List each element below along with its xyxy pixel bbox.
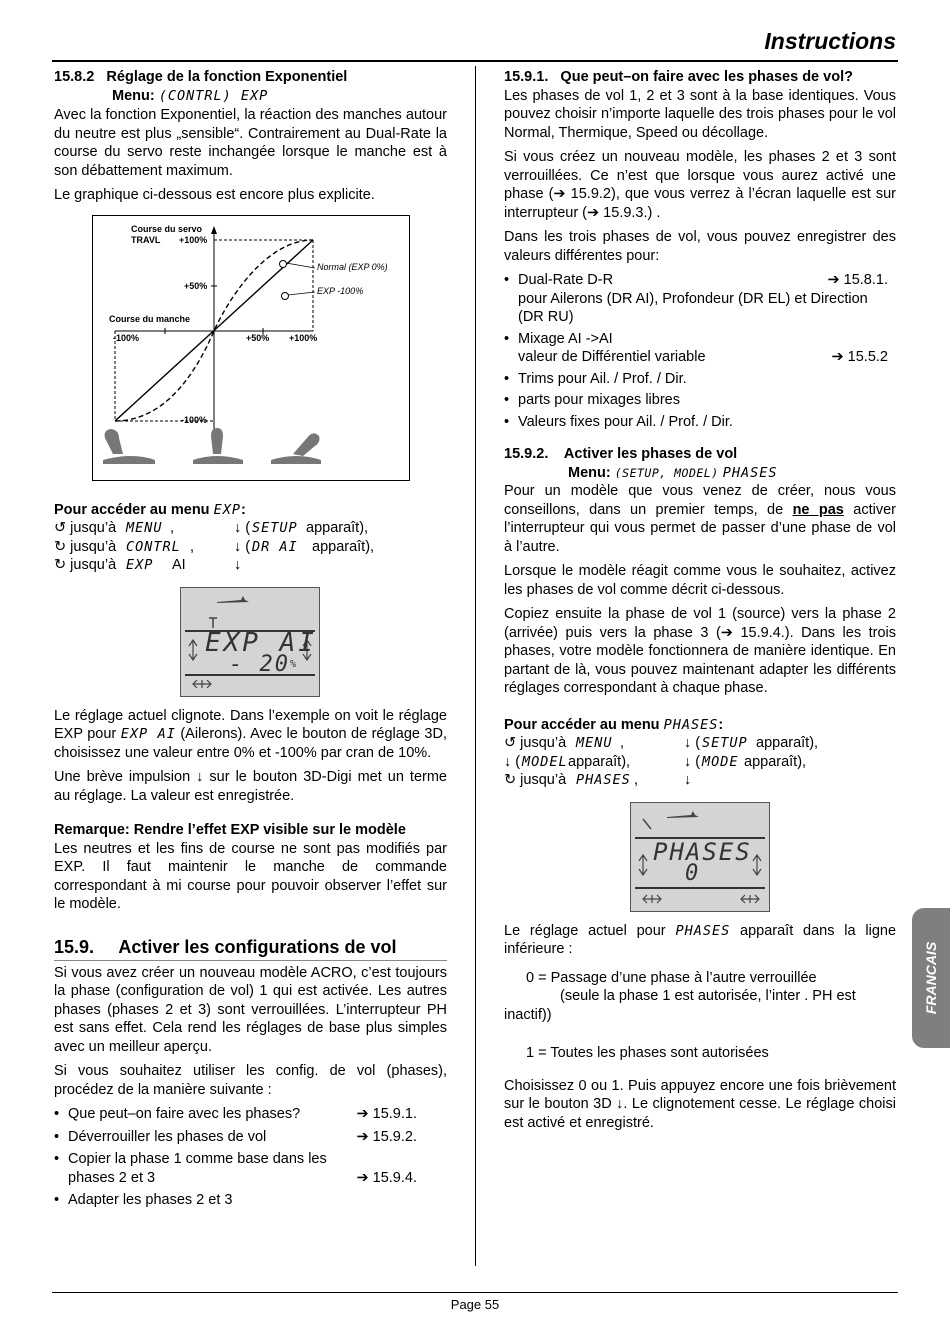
cross-reference: ➔ 15.8.1. bbox=[827, 272, 888, 288]
lcd-value: - 20 bbox=[229, 651, 290, 677]
nav-result: apparaît), bbox=[312, 538, 375, 555]
footer-rule bbox=[52, 1292, 898, 1293]
text-run: Le réglage actuel clignote. Dans l’exemple on voit le réglage EXP pour bbox=[54, 707, 447, 742]
nav-menu-name: SETUP bbox=[252, 520, 298, 536]
graph-y-100: +100% bbox=[179, 234, 208, 245]
section-number: 15.8.2 bbox=[54, 69, 95, 85]
graph-normal-label: Normal (EXP 0%) bbox=[317, 261, 388, 272]
graph-x-100: +100% bbox=[289, 332, 318, 343]
menu-path bbox=[54, 87, 447, 106]
language-tab bbox=[912, 908, 950, 1048]
list-item bbox=[54, 1191, 447, 1210]
nav-row bbox=[54, 538, 447, 557]
nav-step-text: ↺ jusqu’à bbox=[54, 520, 117, 536]
text-run: Le réglage actuel pour bbox=[504, 922, 676, 939]
paragraph: Avec la fonction Exponentiel, la réaction des manches autour du neutre est plus „sensible“. Contrairement au Dual-Rate la course du servo reste inchangée lorsque le manche est à son débattement maximum. bbox=[54, 107, 447, 179]
list-item bbox=[54, 1128, 447, 1147]
list-item bbox=[54, 1150, 447, 1187]
list-item-text: • Mixage AI ->AI bbox=[518, 330, 613, 347]
nav-menu-name: MODE bbox=[702, 753, 739, 770]
page-number: Page 55 bbox=[450, 1297, 500, 1312]
exponential-graph-svg bbox=[93, 216, 409, 480]
option-0 bbox=[504, 969, 896, 1025]
graph-y-title: Course du servo bbox=[131, 223, 203, 234]
nav-sep: , bbox=[170, 520, 175, 536]
nav-row bbox=[504, 734, 896, 753]
access-heading-menu: PHASES bbox=[663, 716, 719, 733]
access-heading-exp bbox=[54, 501, 447, 520]
left-column bbox=[54, 66, 447, 1210]
graph-y-sub: TRAVL bbox=[131, 234, 161, 245]
nav-sep: , bbox=[634, 772, 639, 788]
paragraph bbox=[504, 922, 896, 959]
paragraph: Dans les trois phases de vol, vous pouvez enregistrer des valeurs différentes pour: bbox=[504, 229, 896, 264]
nav-step-text: ↻ jusqu’à bbox=[504, 772, 567, 788]
exponential-graph bbox=[92, 215, 410, 481]
cross-reference: ➔ 15.9.2. bbox=[356, 1128, 417, 1145]
lcd-display-exp bbox=[180, 587, 320, 697]
nav-step-text: ↻ jusqu’à bbox=[54, 538, 117, 555]
graph-y-50: +50% bbox=[184, 280, 208, 291]
list-item-text: parts pour mixages libres bbox=[518, 392, 680, 408]
right-column bbox=[504, 66, 896, 1132]
access-heading-prefix: Pour accéder au menu bbox=[504, 716, 660, 733]
text-run: (Ailerons). Avec le bouton de réglage 3D, choisissez une valeur entre 0% et -100% par cran de 10%. bbox=[54, 726, 447, 761]
nav-result: apparaît), bbox=[568, 753, 631, 770]
section-15-9-1-heading: 15.9.1. Que peut–on faire avec les phases de vol? bbox=[504, 69, 853, 85]
list-item bbox=[504, 413, 896, 432]
list-item bbox=[504, 330, 896, 367]
section-15-9-2-heading bbox=[504, 445, 896, 464]
access-heading-suffix: : bbox=[240, 501, 246, 518]
lcd-line-1: EXP AI bbox=[205, 627, 317, 658]
text-run: apparaît dans la ligne inférieure : bbox=[504, 922, 897, 957]
paragraph: Choisissez 0 ou 1. Puis appuyez encore une fois brièvement sur le bouton 3D ↓. Le clignotement cesse. Le réglage choisi est activé et enregistré. bbox=[504, 1077, 896, 1131]
section-15-8-2-heading bbox=[54, 68, 447, 87]
cross-reference: ➔ 15.9.1. bbox=[356, 1106, 417, 1122]
section-number: 15.9.2. bbox=[504, 446, 549, 462]
column-divider bbox=[475, 66, 476, 1266]
nav-press: ↓ ( bbox=[234, 520, 251, 536]
remark-title: Remarque: Rendre l’effet EXP visible sur le modèle bbox=[54, 822, 406, 838]
paragraph: Si vous avez créer un nouveau modèle ACRO, c’est toujours la phase (configuration de vol) 1 qui est activée. Les autres phases (phases 2 et 3) sont verrouillées. L’interrupteur PH est sans effet. Cela rend les réglages de base plus simples avec un meilleur aperçu. bbox=[54, 964, 447, 1055]
graph-x-title: Course du manche bbox=[109, 313, 191, 324]
list-item-text: Copier la phase 1 comme base dans les phases 2 et 3 bbox=[68, 1151, 327, 1186]
nav-result: apparaît), bbox=[306, 520, 369, 536]
paragraph: Lorsque le modèle réagit comme vous le souhaitez, activez les phases de vol comme décrit ci-dessous. bbox=[504, 563, 896, 598]
nav-step-text: ↺ jusqu’à bbox=[504, 735, 567, 751]
paragraph: Les phases de vol 1, 2 et 3 sont à la base identiques. Vous pouvez choisir n’importe laquelle des trois phases pour le vol Normal, Thermique, Speed ou décollage. bbox=[504, 87, 896, 141]
nav-menu-name: MENU bbox=[126, 520, 163, 536]
emphasis: ne pas bbox=[792, 501, 844, 518]
option-text: inactif)) bbox=[504, 1006, 552, 1023]
access-heading-menu: EXP bbox=[213, 501, 241, 518]
text-run: activer l’interrupteur qui vous permet de passer d’une phase de vol à l’autre. bbox=[504, 501, 896, 555]
nav-menu-name: SETUP bbox=[702, 735, 748, 751]
menu-path-value: (CONTRL) EXP bbox=[158, 87, 269, 104]
graph-y-m100: -100% bbox=[181, 414, 208, 425]
nav-press: ↓ ( bbox=[684, 753, 701, 770]
list-item-detail: pour Ailerons (DR AI), Profondeur (DR EL) et Direction (DR RU) bbox=[518, 290, 868, 325]
nav-menu-name: MODEL bbox=[522, 753, 568, 770]
graph-x-50: +50% bbox=[246, 332, 270, 343]
nav-sep: , bbox=[620, 735, 625, 751]
nav-step-text: ↻ jusqu’à bbox=[54, 557, 117, 573]
list-item-text: Que peut–on faire avec les phases? bbox=[68, 1106, 301, 1122]
list-item-text: Adapter les phases 2 et 3 bbox=[68, 1192, 233, 1208]
menu-path bbox=[504, 464, 896, 483]
section-title: Réglage de la fonction Exponentiel bbox=[106, 69, 348, 85]
menu-name: PHASES bbox=[675, 922, 731, 939]
graph-exp-label: EXP -100% bbox=[317, 285, 364, 296]
nav-sep: , bbox=[190, 538, 195, 555]
option-text: 0 = Passage d’une phase à l’autre verrouillée bbox=[526, 969, 817, 986]
lcd-display-phases bbox=[630, 802, 770, 912]
lcd-line-2: 0 bbox=[685, 860, 699, 886]
nav-row bbox=[504, 771, 896, 790]
cross-reference: ➔ 15.9.4. bbox=[356, 1169, 417, 1186]
list-item bbox=[504, 370, 896, 389]
paragraph: Si vous souhaitez utiliser les config. de vol (phases), procédez de la manière suivante : bbox=[54, 1063, 447, 1098]
nav-press: ↓ bbox=[684, 772, 692, 788]
nav-row bbox=[504, 753, 896, 772]
lcd-line-1: PHASES bbox=[653, 837, 752, 866]
access-heading-phases bbox=[504, 716, 896, 735]
option-1: 1 = Toutes les phases sont autorisées bbox=[526, 1045, 769, 1061]
menu-path-value: (SETUP, MODEL) bbox=[614, 465, 719, 480]
nav-press: ↓ ( bbox=[234, 538, 251, 555]
paragraph: Le graphique ci-dessous est encore plus explicite. bbox=[54, 187, 375, 203]
menu-path-value: PHASES bbox=[722, 464, 778, 481]
section-15-9-heading bbox=[54, 936, 447, 961]
nav-row bbox=[54, 556, 447, 575]
menu-label: Menu: bbox=[112, 87, 155, 104]
paragraph: Si vous créez un nouveau modèle, les phases 2 et 3 sont verrouillées. Ce n’est que lorsque vous aurez activé une phase (➔ 15.9.2), que vous verrez à l’écran laquelle est sur interrupteur (➔ 15.9.3.) . bbox=[504, 149, 896, 221]
nav-press: ↓ ( bbox=[684, 735, 701, 751]
phase-steps-list bbox=[54, 1105, 447, 1210]
list-item bbox=[54, 1105, 447, 1124]
list-item-text: Dual-Rate D-R bbox=[518, 272, 614, 288]
nav-menu-name: MENU bbox=[576, 735, 613, 751]
section-number: 15.9. bbox=[54, 936, 95, 957]
list-item-detail: valeur de Différentiel variable bbox=[518, 349, 706, 365]
section-title: Activer les configurations de vol bbox=[118, 936, 397, 957]
text-run: Pour un modèle que vous venez de créer, nous vous conseillons, dans un premier temps, de bbox=[504, 483, 896, 518]
menu-name: EXP AI bbox=[120, 726, 176, 742]
list-item-text: Déverrouiller les phases de vol bbox=[68, 1128, 267, 1145]
nav-press: ↓ bbox=[234, 557, 242, 573]
nav-menu-name: PHASES bbox=[576, 772, 631, 788]
nav-menu-suffix: AI bbox=[172, 557, 186, 573]
header-title: Instructions bbox=[764, 28, 896, 54]
nav-menu-name: CONTRL bbox=[126, 538, 181, 555]
lcd-unit: % bbox=[289, 658, 299, 670]
header-rule bbox=[52, 60, 898, 62]
graph-x-m100: -100% bbox=[113, 332, 140, 343]
nav-press: ↓ ( bbox=[504, 753, 521, 770]
lcd-line-2 bbox=[229, 651, 299, 677]
cross-reference: ➔ 15.5.2 bbox=[831, 349, 888, 365]
nav-result: apparaît), bbox=[744, 753, 807, 770]
paragraph bbox=[504, 482, 896, 556]
list-item bbox=[504, 391, 896, 410]
list-item-text: Trims pour Ail. / Prof. / Dir. bbox=[518, 370, 687, 387]
paragraph bbox=[54, 707, 447, 763]
section-title: Activer les phases de vol bbox=[563, 446, 738, 462]
nav-row bbox=[54, 519, 447, 538]
list-item bbox=[504, 271, 896, 327]
access-heading-suffix: : bbox=[718, 716, 724, 733]
phase-values-list bbox=[504, 271, 896, 431]
nav-menu-name: DR AI bbox=[252, 538, 298, 555]
access-heading-prefix: Pour accéder au menu bbox=[54, 501, 210, 518]
list-item-text: Valeurs fixes pour Ail. / Prof. / Dir. bbox=[518, 413, 733, 430]
remark-body: Les neutres et les fins de course ne sont pas modifiés par EXP. Il faut maintenir le manche de commande correspondant à mi course pour pouvoir observer l’effet sur le modèle. bbox=[54, 840, 447, 912]
paragraph: Une brève impulsion ↓ sur le bouton 3D-Digi met un terme au réglage. La valeur est enregistrée. bbox=[54, 769, 447, 804]
nav-result: apparaît), bbox=[756, 735, 819, 751]
paragraph: Copiez ensuite la phase de vol 1 (source) vers la phase 2 (arrivée) puis vers la phase 3 (➔ 15.9.4.). Dans les trois phases, votre modèle fonctionnera de manière identique. En partant de là, vous pouvez maintenant adapter les différents réglages correspondant à chaque phase. bbox=[504, 606, 896, 696]
language-tab-label: FRANCAIS bbox=[922, 941, 939, 1015]
nav-menu-name: EXP bbox=[126, 557, 154, 573]
menu-label: Menu: bbox=[568, 464, 611, 481]
option-text: (seule la phase 1 est autorisée, l’inter . PH est bbox=[560, 988, 856, 1004]
